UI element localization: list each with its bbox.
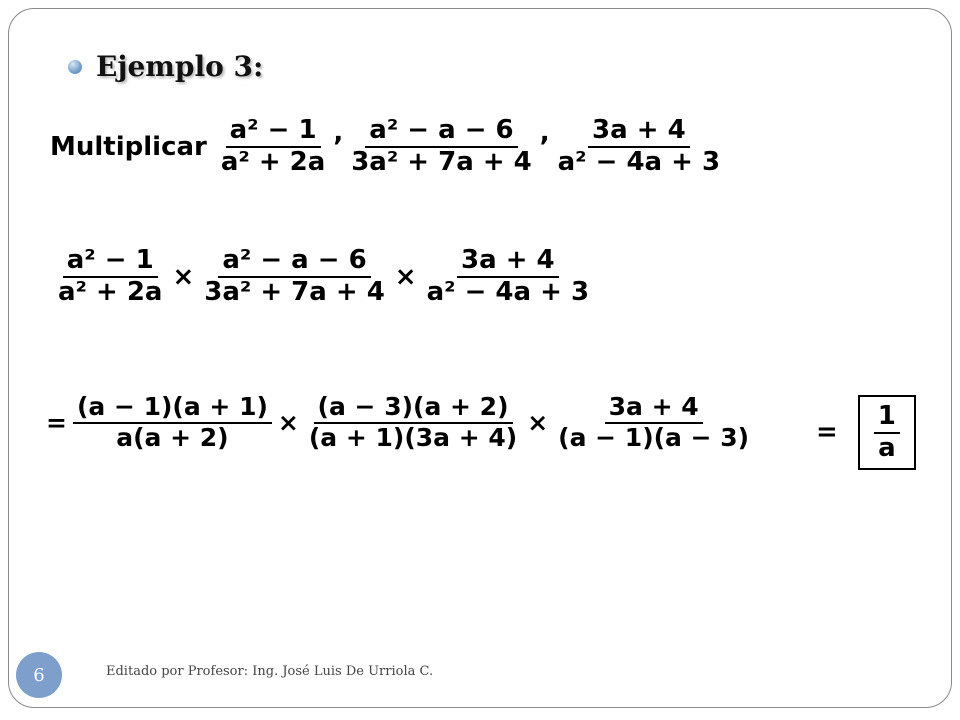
fraction bbox=[54, 246, 166, 308]
numerator: a² − a − 6 bbox=[218, 246, 370, 278]
numerator: (a − 3)(a + 2) bbox=[314, 393, 513, 424]
fraction bbox=[73, 393, 272, 453]
numerator: 3a + 4 bbox=[457, 246, 559, 278]
slide-title: Ejemplo 3: bbox=[96, 50, 264, 83]
denominator: 3a² + 7a + 4 bbox=[204, 276, 385, 307]
slide-frame bbox=[8, 8, 952, 708]
page-number: 6 bbox=[16, 652, 62, 698]
denominator: a² + 2a bbox=[58, 276, 163, 307]
denominator: a² − 4a + 3 bbox=[426, 276, 590, 307]
fraction bbox=[554, 393, 753, 453]
numerator: a² − 1 bbox=[63, 246, 158, 278]
denominator: a(a + 2) bbox=[116, 422, 229, 452]
problem-lead: Multiplicar bbox=[50, 131, 207, 162]
separator: , bbox=[539, 117, 550, 148]
denominator: a² + 2a bbox=[220, 146, 326, 177]
footer-credit: Editado por Profesor: Ing. José Luis De Urriola C. bbox=[106, 664, 434, 679]
times-operator: × bbox=[277, 408, 299, 438]
denominator: a² − 4a + 3 bbox=[557, 146, 721, 177]
times-operator: × bbox=[172, 261, 195, 292]
equals-sign: = bbox=[46, 408, 67, 438]
numerator: 3a + 4 bbox=[605, 393, 703, 424]
separator: , bbox=[333, 117, 344, 148]
fraction bbox=[347, 116, 536, 178]
numerator: a² − a − 6 bbox=[365, 116, 517, 148]
numerator: 1 bbox=[874, 402, 900, 434]
fraction bbox=[200, 246, 389, 308]
times-operator: × bbox=[394, 261, 417, 292]
denominator: (a + 1)(3a + 4) bbox=[308, 422, 518, 452]
denominator: a bbox=[878, 432, 896, 463]
fraction bbox=[554, 116, 724, 178]
times-operator: × bbox=[527, 408, 549, 438]
denominator: (a − 1)(a − 3) bbox=[558, 422, 750, 452]
numerator: (a − 1)(a + 1) bbox=[73, 393, 272, 424]
fraction bbox=[217, 116, 329, 178]
numerator: 3a + 4 bbox=[588, 116, 690, 148]
equals-sign: = bbox=[816, 417, 838, 448]
denominator: 3a² + 7a + 4 bbox=[351, 146, 532, 177]
result bbox=[810, 395, 916, 470]
footer bbox=[16, 652, 62, 698]
product-expression bbox=[54, 246, 593, 308]
fraction bbox=[874, 402, 900, 464]
fraction bbox=[305, 393, 521, 453]
factored-expression bbox=[40, 393, 753, 453]
problem-statement bbox=[50, 116, 724, 178]
numerator: a² − 1 bbox=[226, 116, 321, 148]
fraction bbox=[423, 246, 593, 308]
result-box bbox=[858, 395, 916, 470]
title-row bbox=[68, 50, 263, 83]
bullet-icon bbox=[68, 60, 82, 74]
